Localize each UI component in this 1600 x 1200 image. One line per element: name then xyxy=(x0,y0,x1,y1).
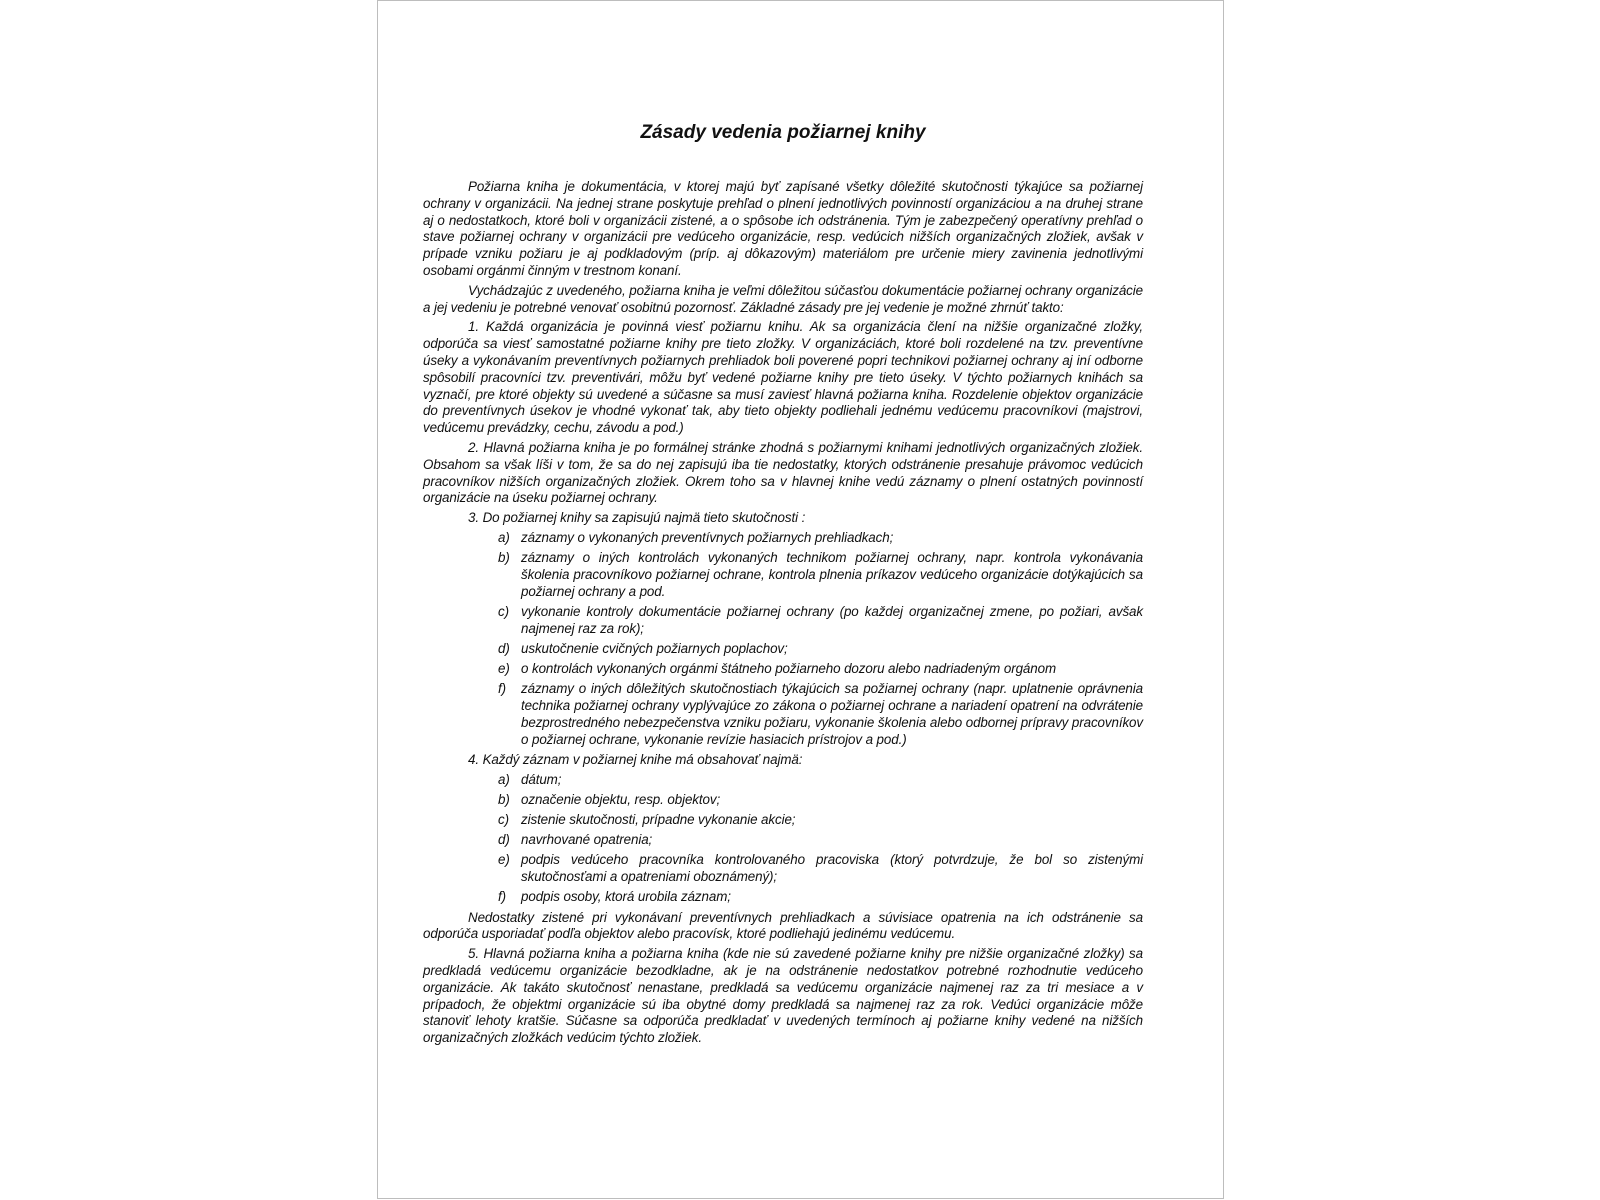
list-item-text: záznamy o iných kontrolách vykonaných technikom požiarnej ochrany, napr. kontrola vykonávania školenia pracovníkovo požiarnej ochrane, kontrola plnenia príkazov vedúceho organizácie dotýkajúcich sa požiarnej ochrany a pod. xyxy=(521,550,1143,599)
list-marker: a) xyxy=(498,771,510,787)
point-1-paragraph: 1. Každá organizácia je povinná viesť požiarnu knihu. Ak sa organizácia člení na nižšie organizačné zložky, odporúča sa viesť samostatné požiarne knihy pre tieto zložky. V organizáciách, ktoré boli rozdelené na tzv. preventívne úseky a vykonávaním preventívnych požiarnych prehliadok boli poverené popri technikovi požiarnej ochrany aj iní odborne spôsobilí pracovníci tzv. preventivári, môžu byť vedené požiarne knihy pre tieto úseky. V týchto požiarnych knihách sa vyznačí, pre ktoré objekty sú uvedené a súčasne sa musí zaviesť hlavná požiarna kniha. Rozdelenie objektov organizácie do preventívnych úsekov je vhodné vykonať tak, aby tieto objekty podliehali jednému vedúcemu pracovníkovi (majstrovi, vedúcemu prevádzky, cechu, závodu a pod.) xyxy=(423,319,1143,436)
list-item-text: uskutočnenie cvičných požiarnych poplachov; xyxy=(521,640,788,656)
list-item-text: vykonanie kontroly dokumentácie požiarnej ochrany (po každej organizačnej zmene, po požiari, avšak najmenej raz za rok); xyxy=(521,603,1143,636)
document-title: Zásady vedenia požiarnej knihy xyxy=(640,122,926,143)
list-marker: d) xyxy=(498,832,510,848)
list-marker: f) xyxy=(498,889,506,905)
point-4-list xyxy=(423,772,1143,907)
list-item-text: zistenie skutočnosti, prípadne vykonanie akcie; xyxy=(521,812,796,828)
list-marker: b) xyxy=(498,791,510,807)
list-item-text: záznamy o vykonaných preventívnych požiarnych prehliadkach; xyxy=(521,529,894,545)
list-item-text: označenie objektu, resp. objektov; xyxy=(521,791,721,807)
list-item-text: dátum; xyxy=(521,771,562,787)
list-marker: d) xyxy=(498,640,510,656)
list-item-text: navrhované opatrenia; xyxy=(521,832,653,848)
list-item xyxy=(498,832,1143,849)
list-item-text: podpis osoby, ktorá urobila záznam; xyxy=(521,889,731,905)
list-item-text: o kontrolách vykonaných orgánmi štátneho požiarneho dozoru alebo nadriadeným orgánom xyxy=(521,661,1057,677)
list-item xyxy=(498,530,1143,547)
point-5-paragraph: 5. Hlavná požiarna kniha a požiarna kniha (kde nie sú zavedené požiarne knihy pre nižšie organizačné zložky) sa predkladá vedúcemu organizácie bezodkladne, ak je na odstránenie nedostatkov potrebné rozhodnutie vedúceho organizácie. Ak takáto skutočnosť nenastane, predkladá sa vedúcemu organizácie najmenej raz za tri mesiace a v prípadoch, že objektmi organizácie sú iba obytné domy predkladá sa najmenej raz za rok. Vedúci organizácie môže stanoviť lehoty kratšie. Súčasne sa odporúča predkladať v uvedených termínoch aj požiarne knihy vedené na nižších organizačných zložkách vedúcim týchto zložiek. xyxy=(423,946,1143,1046)
document-content xyxy=(423,121,1143,1050)
note-paragraph: Nedostatky zistené pri vykonávaní preventívnych prehliadkach a súvisiace opatrenia na ich odstránenie sa odporúča usporiadať podľa objektov alebo pracovísk, ktoré podliehajú jedinému vedúcemu. xyxy=(423,909,1143,942)
list-marker: c) xyxy=(498,603,509,619)
list-item xyxy=(498,661,1143,678)
list-marker: c) xyxy=(498,812,509,828)
list-item-text: podpis vedúceho pracovníka kontrolovaného pracoviska (ktorý potvrdzuje, že bol so zistenými skutočnosťami a opatreniami oboznámený); xyxy=(521,852,1143,885)
point-3-heading: 3. Do požiarnej knihy sa zapisujú najmä tieto skutočnosti : xyxy=(468,510,806,526)
list-marker: f) xyxy=(498,681,506,697)
list-item xyxy=(498,812,1143,829)
list-item xyxy=(498,641,1143,658)
point-3-list xyxy=(423,530,1143,749)
list-item xyxy=(498,681,1143,748)
document-page xyxy=(377,0,1224,1199)
list-marker: a) xyxy=(498,529,510,545)
list-item xyxy=(498,792,1143,809)
list-item xyxy=(498,889,1143,906)
list-item xyxy=(498,852,1143,886)
list-marker: e) xyxy=(498,661,510,677)
list-item xyxy=(498,550,1143,600)
list-item xyxy=(498,604,1143,638)
list-marker: b) xyxy=(498,550,510,566)
list-item-text: záznamy o iných dôležitých skutočnostiach týkajúcich sa požiarnej ochrany (napr. uplatnenie oprávnenia technika požiarnej ochrany vyplývajúce zo zákona o požiarnej ochrane a nariadení opatrení na odvrátenie bezprostredného nebezpečenstva vzniku požiaru, vykonanie školenia alebo odbornej prípravy pracovníkov o požiarnej ochrane, vykonanie revízie hasiacich prístrojov a pod.) xyxy=(521,681,1143,747)
point-2-paragraph: 2. Hlavná požiarna kniha je po formálnej stránke zhodná s požiarnymi knihami jednotlivých organizačných zložiek. Obsahom sa však líši v tom, že sa do nej zapisujú iba tie nedostatky, ktorých odstránenie presahuje právomoc vedúcich pracovníkov nižších organizačných zložiek. Okrem toho sa v hlavnej knihe vedú záznamy o plnení ostatných povinností organizácie na úseku požiarnej ochrany. xyxy=(423,439,1143,506)
point-4-heading: 4. Každý záznam v požiarnej knihe má obsahovať najmä: xyxy=(468,751,803,767)
list-marker: e) xyxy=(498,852,510,868)
intro-paragraph-2: Vychádzajúc z uvedeného, požiarna kniha je veľmi dôležitou súčasťou dokumentácie požiarnej ochrany organizácie a jej vedeniu je potrebné venovať osobitnú pozornosť. Základné zásady pre jej vedenie je možné zhrnúť takto: xyxy=(423,282,1143,315)
intro-paragraph-1: Požiarna kniha je dokumentácia, v ktorej majú byť zapísané všetky dôležité skutočnosti týkajúce sa požiarnej ochrany v organizácii. Na jednej strane poskytuje prehľad o plnení jednotlivých povinností organizáciou a na druhej strane aj o nedostatkoch, ktoré boli v organizácii zistené, a o spôsobe ich odstránenia. Tým je zabezpečený operatívny prehľad o stave požiarnej ochrany v organizácii pre vedúceho organizácie, resp. vedúcich nižších organizačných zložiek, avšak v prípade vzniku požiaru je aj podkladovým (príp. aj dôkazovým) materiálom pre určenie miery zavinenia jednotlivými osobami orgánmi činným v trestnom konaní. xyxy=(423,179,1143,278)
list-item xyxy=(498,772,1143,789)
